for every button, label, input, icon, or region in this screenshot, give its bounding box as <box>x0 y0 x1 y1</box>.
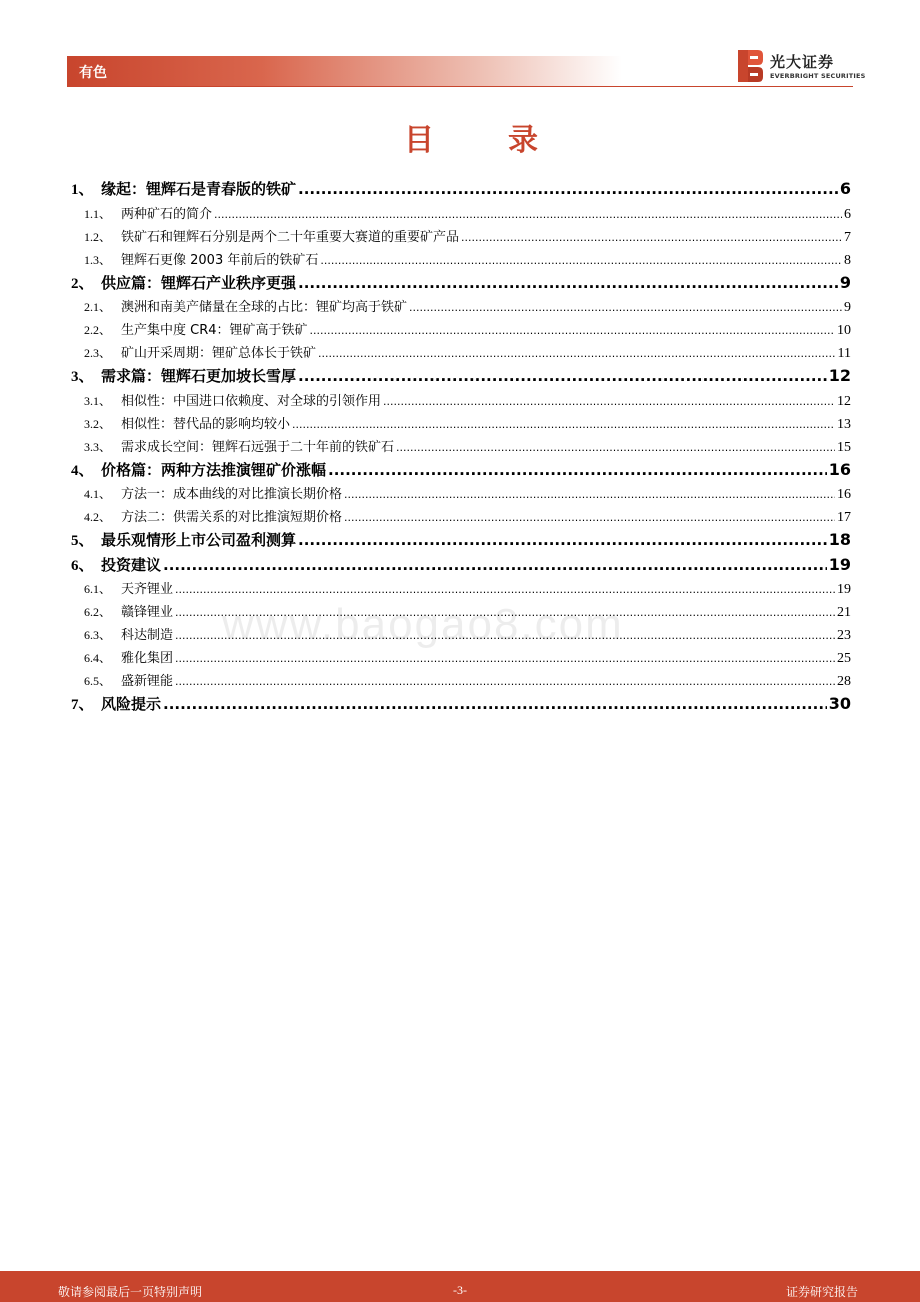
toc-entry-page: 23 <box>837 628 851 643</box>
toc-entry-page: 10 <box>837 323 851 338</box>
toc-entry-title[interactable]: 铁矿石和锂辉石分别是两个二十年重要大赛道的重要矿产品 <box>121 229 460 245</box>
toc-entry[interactable] <box>67 554 851 579</box>
page-number: -3- <box>453 1283 467 1297</box>
footer-report-type: 证券研究报告 <box>785 1285 858 1299</box>
toc-entry-number: 3、 <box>71 369 94 385</box>
toc-entry-page: 19 <box>837 582 851 597</box>
toc-entry-number: 6.4、 <box>84 651 112 665</box>
toc-entry-number: 1、 <box>71 182 94 198</box>
toc-entry[interactable] <box>67 693 851 718</box>
toc-entry[interactable] <box>67 529 851 554</box>
toc-entry-title[interactable]: 两种矿石的简介 <box>121 206 213 222</box>
toc-entry[interactable] <box>67 365 851 390</box>
toc-dot-leader <box>175 651 835 666</box>
toc-dot-leader <box>461 230 842 245</box>
toc-dot-leader <box>344 487 835 502</box>
toc-entry-number: 1.2、 <box>84 229 112 244</box>
toc-entry-page: 13 <box>837 416 851 432</box>
toc-entry-title[interactable]: 投资建议 <box>101 555 162 574</box>
toc-entry[interactable] <box>67 413 851 436</box>
watermark: www.baogao8.com <box>222 600 624 649</box>
toc-entry[interactable] <box>67 319 851 342</box>
toc-entry[interactable] <box>67 342 851 365</box>
toc-dot-leader <box>214 207 842 222</box>
toc-entry-page: 28 <box>837 674 851 689</box>
toc-entry-title[interactable]: 相似性：替代品的影响均较小 <box>121 416 291 432</box>
toc-dot-leader <box>175 582 835 597</box>
toc-entry-title[interactable]: 锂辉石更像 2003 年前后的铁矿石 <box>121 252 319 268</box>
toc-entry-number: 6.5、 <box>84 674 112 688</box>
toc-entry-title[interactable]: 盛新锂能 <box>121 674 174 689</box>
header-sector-band <box>67 56 622 86</box>
toc-entry[interactable] <box>67 249 851 272</box>
toc-entry-number: 2.1、 <box>84 300 112 314</box>
toc-entry[interactable] <box>67 296 851 319</box>
toc-dot-leader <box>383 394 835 409</box>
toc-dot-leader <box>298 531 827 549</box>
toc-entry-title[interactable]: 相似性：中国进口依赖度、对全球的引领作用 <box>121 393 382 409</box>
toc-entry-number: 6.3、 <box>84 628 112 642</box>
toc-entry-title[interactable]: 赣锋锂业 <box>121 605 174 620</box>
toc-entry-title[interactable]: 价格篇：两种方法推演锂矿价涨幅 <box>101 460 327 479</box>
toc-entry[interactable] <box>67 203 851 226</box>
toc-entry[interactable] <box>67 506 851 529</box>
toc-dot-leader <box>175 674 835 689</box>
toc-entry-page: 11 <box>837 346 851 361</box>
toc-entry-number: 6、 <box>71 557 94 574</box>
toc-entry-page: 12 <box>828 366 851 385</box>
toc-entry-page: 12 <box>837 393 851 409</box>
toc-dot-leader <box>344 510 835 525</box>
toc-entry-page: 6 <box>844 206 851 222</box>
toc-entry-number: 7、 <box>71 697 94 713</box>
toc-dot-leader <box>163 695 827 713</box>
toc-dot-leader <box>328 461 827 479</box>
toc-entry-title[interactable]: 缘起：锂辉石是青春版的铁矿 <box>101 180 297 198</box>
company-logo <box>736 48 866 84</box>
toc-entry-page: 7 <box>844 229 851 245</box>
toc-entry-page: 6 <box>839 179 851 198</box>
toc-entry-title[interactable]: 科达制造 <box>121 628 174 643</box>
toc-entry-page: 9 <box>844 300 851 315</box>
toc-dot-leader <box>298 180 838 198</box>
toc-dot-leader <box>163 556 827 574</box>
toc-entry-title[interactable]: 供应篇：锂辉石产业秩序更强 <box>101 273 297 292</box>
toc-entry[interactable] <box>67 459 851 484</box>
toc-dot-leader <box>292 417 835 432</box>
toc-entry[interactable] <box>67 670 851 693</box>
toc-entry-page: 16 <box>828 459 851 479</box>
toc-entry-number: 3.2、 <box>84 416 112 431</box>
toc-entry-number: 3.3、 <box>84 439 112 454</box>
toc-entry-number: 1.1、 <box>84 206 112 221</box>
toc-entry[interactable] <box>67 647 851 670</box>
toc-entry-title[interactable]: 方法一：成本曲线的对比推演长期价格 <box>121 487 343 502</box>
toc-entry[interactable] <box>67 436 851 459</box>
toc-title: 目 录 <box>404 123 560 158</box>
toc-entry-number: 2、 <box>71 275 94 292</box>
toc-entry[interactable] <box>67 272 851 297</box>
toc-entry-title[interactable]: 需求篇：锂辉石更加坡长雪厚 <box>101 367 297 385</box>
toc-entry-page: 17 <box>837 510 851 525</box>
toc-entry-title[interactable]: 天齐锂业 <box>121 582 174 597</box>
toc-dot-leader <box>298 367 827 385</box>
toc-entry-number: 1.3、 <box>84 252 112 267</box>
toc-entry-title[interactable]: 矿山开采周期：锂矿总体长于铁矿 <box>121 346 317 361</box>
toc-dot-leader <box>409 300 842 315</box>
logo-name-en: EVERBRIGHT SECURITIES <box>770 72 866 80</box>
toc-entry-number: 2.3、 <box>84 346 112 360</box>
toc-entry-number: 2.2、 <box>84 323 112 337</box>
footer-disclaimer: 敬请参阅最后一页特别声明 <box>58 1285 203 1299</box>
toc-entry-title[interactable]: 方法二：供需关系的对比推演短期价格 <box>121 510 343 525</box>
everbright-logo-icon <box>736 48 766 84</box>
toc-dot-leader <box>320 253 842 268</box>
toc-entry-title[interactable]: 需求成长空间：锂辉石远强于二十年前的铁矿石 <box>121 439 395 455</box>
toc-entry-title[interactable]: 风险提示 <box>101 695 162 713</box>
toc-entry-page: 9 <box>839 272 851 292</box>
toc-entry-number: 6.2、 <box>84 605 112 619</box>
toc-entry-page: 19 <box>828 554 851 574</box>
sector-label: 有色 <box>79 65 107 81</box>
toc-entry-number: 6.1、 <box>84 582 112 596</box>
toc-entry[interactable] <box>67 483 851 506</box>
toc-entry-number: 5、 <box>71 533 94 549</box>
toc-entry[interactable] <box>67 578 851 601</box>
toc-entry-number: 4.1、 <box>84 487 112 501</box>
header-rule <box>67 86 853 87</box>
toc-entry[interactable] <box>67 226 851 249</box>
toc-entry-title[interactable]: 雅化集团 <box>121 651 174 666</box>
toc-dot-leader <box>310 323 835 338</box>
toc-entry-page: 15 <box>837 439 851 455</box>
toc-entry-page: 30 <box>828 694 851 713</box>
toc-entry[interactable] <box>67 178 851 203</box>
toc-dot-leader <box>396 440 835 455</box>
toc-entry-number: 4、 <box>71 462 94 479</box>
toc-entry-title[interactable]: 澳洲和南美产储量在全球的占比：锂矿均高于铁矿 <box>121 300 408 315</box>
footer-band <box>0 1271 920 1302</box>
toc-entry-page: 8 <box>844 252 851 268</box>
toc-entry-title[interactable]: 生产集中度 CR4：锂矿高于铁矿 <box>121 323 308 338</box>
toc-dot-leader <box>298 274 838 292</box>
toc-dot-leader <box>318 346 836 361</box>
toc-entry-page: 25 <box>837 651 851 666</box>
toc-entry[interactable] <box>67 390 851 413</box>
logo-name-cn: 光大证券 <box>770 53 835 71</box>
toc-entry-page: 21 <box>837 605 851 620</box>
toc-entry-title[interactable]: 最乐观情形上市公司盈利测算 <box>101 531 297 549</box>
toc-entry-page: 18 <box>828 530 851 549</box>
toc-entry-number: 4.2、 <box>84 510 112 524</box>
toc-entry-number: 3.1、 <box>84 393 112 408</box>
toc-entry-page: 16 <box>837 487 851 502</box>
